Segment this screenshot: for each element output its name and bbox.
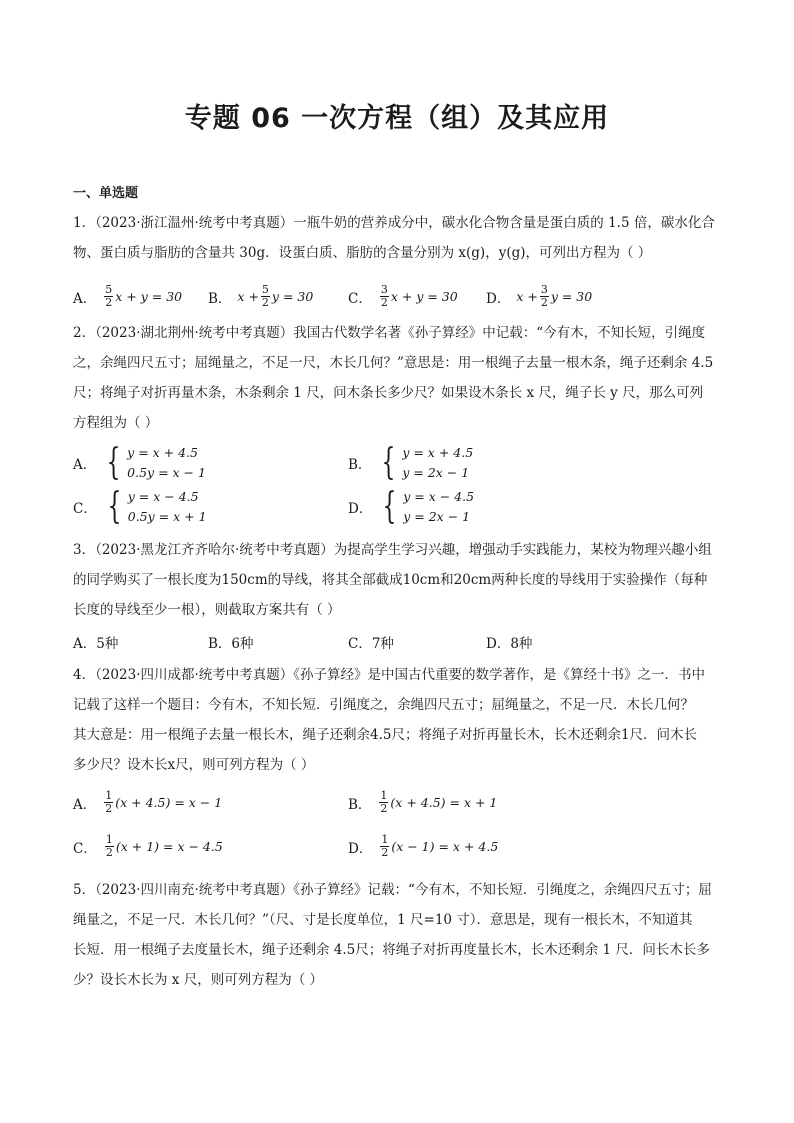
question-4-line-4: 多少尺？设木长x尺，则可列方程为（ ） — [73, 757, 315, 773]
question-2-line-3: 尺；将绳子对折再量木条，木条剩余 1 尺，问木条长多少尺？如果设木条长 x 尺，绳子长 y 尺，那么可列 — [73, 385, 704, 401]
question-4-line-2: 记载了这样一个题目：今有木，不知长短．引绳度之，余绳四尺五寸；屈绳量之，不足一尺．木长几何？ — [73, 697, 694, 713]
q1-option-a[interactable]: A． $\frac{5}{2}$ x + y = 30 — [73, 283, 183, 309]
q3-option-b[interactable]: B．6种 — [208, 636, 254, 652]
question-5-line-1: 5．（2023·四川南充·统考中考真题）《孙子算经》记载：“今有木，不知长短．引绳度之，余绳四尺五寸；屈 — [73, 882, 712, 898]
q4-option-d[interactable]: D． $\frac{1}{2}$ (x − 1) = x + 4.5 — [348, 833, 499, 859]
question-3-line-1: 3．（2023·黑龙江齐齐哈尔·统考中考真题）为提高学生学习兴趣，增强动手实践能力，某校为物理兴趣小组 — [73, 542, 712, 558]
q1-option-b[interactable]: B． x + $\frac{5}{2}$ y = 30 — [208, 283, 314, 309]
page-title: 专题 06 一次方程（组）及其应用 — [184, 103, 610, 134]
q3-option-a[interactable]: A．5种 — [73, 636, 119, 652]
q1-option-c[interactable]: C． $\frac{3}{2}$ x + y = 30 — [348, 283, 458, 309]
question-2 — [73, 318, 723, 438]
q2-option-c[interactable]: C． { y = x − 4.5 0.5y = x + 1 — [73, 486, 207, 527]
question-1-line-2: 物、蛋白质与脂肪的含量共 30g．设蛋白质、脂肪的含量分别为 x(g)，y(g)，可列出方程为（ ） — [73, 245, 652, 261]
question-3 — [73, 535, 723, 625]
q3-option-d[interactable]: D．8种 — [486, 636, 533, 652]
q4-option-c[interactable]: C． $\frac{1}{2}$ (x + 1) = x − 4.5 — [73, 833, 223, 859]
question-5-line-4: 少？设长木长为 x 尺，则可列方程为（ ） — [73, 972, 323, 988]
q4-option-a[interactable]: A． $\frac{1}{2}$ (x + 4.5) = x − 1 — [73, 789, 223, 815]
question-4-line-1: 4．（2023·四川成都·统考中考真题）《孙子算经》是中国古代重要的数学著作，是《算经十书》之一．书中 — [73, 667, 706, 683]
q2-option-b[interactable]: B． { y = x + 4.5 y = 2x − 1 — [348, 442, 474, 483]
question-2-line-1: 2．（2023·湖北荆州·统考中考真题）我国古代数学名著《孙子算经》中记载：“今有木，不知长短，引绳度 — [73, 325, 706, 341]
q4-option-b[interactable]: B． $\frac{1}{2}$ (x + 4.5) = x + 1 — [348, 789, 498, 815]
q3-option-c[interactable]: C．7种 — [348, 636, 394, 652]
question-4-line-3: 其大意是：用一根绳子去量一根长木，绳子还剩余4.5尺；将绳子对折再量长木，长木还剩余1尺．问木长 — [73, 727, 698, 743]
q1-option-d[interactable]: D． x + $\frac{3}{2}$ y = 30 — [486, 283, 593, 309]
question-3-line-3: 长度的导线至少一根），则截取方案共有（ ） — [73, 602, 341, 618]
question-5-line-3: 长短．用一根绳子去度量长木，绳子还剩余 4.5尺；将绳子对折再度量长木，长木还剩余 1 尺．问长木长多 — [73, 942, 710, 958]
question-1-line-1: 1．（2023·浙江温州·统考中考真题）一瓶牛奶的营养成分中，碳水化合物含量是蛋白质的 1.5 倍，碳水化合 — [73, 215, 715, 231]
q2-option-d[interactable]: D． { y = x − 4.5 y = 2x − 1 — [348, 486, 475, 527]
question-4 — [73, 660, 723, 780]
q2-option-a[interactable]: A． { y = x + 4.5 0.5y = x − 1 — [73, 442, 206, 483]
question-3-line-2: 的同学购买了一根长度为150cm的导线，将其全部截成10cm和20cm两种长度的导线用于实验操作（每种 — [73, 572, 708, 588]
question-2-line-4: 方程组为（ ） — [73, 415, 159, 431]
question-5-line-2: 绳量之，不足一尺．木长几何？”（尺、寸是长度单位，1 尺=10 寸）．意思是，现有一根长木，不知道其 — [73, 912, 693, 928]
question-5 — [73, 875, 723, 995]
question-1 — [73, 208, 723, 268]
question-2-line-2: 之，余绳四尺五寸；屈绳量之，不足一尺，木长几何？”意思是：用一根绳子去量一根木条，绳子还剩余 4.5 — [73, 355, 714, 371]
section-heading: 一、单选题 — [73, 186, 139, 201]
